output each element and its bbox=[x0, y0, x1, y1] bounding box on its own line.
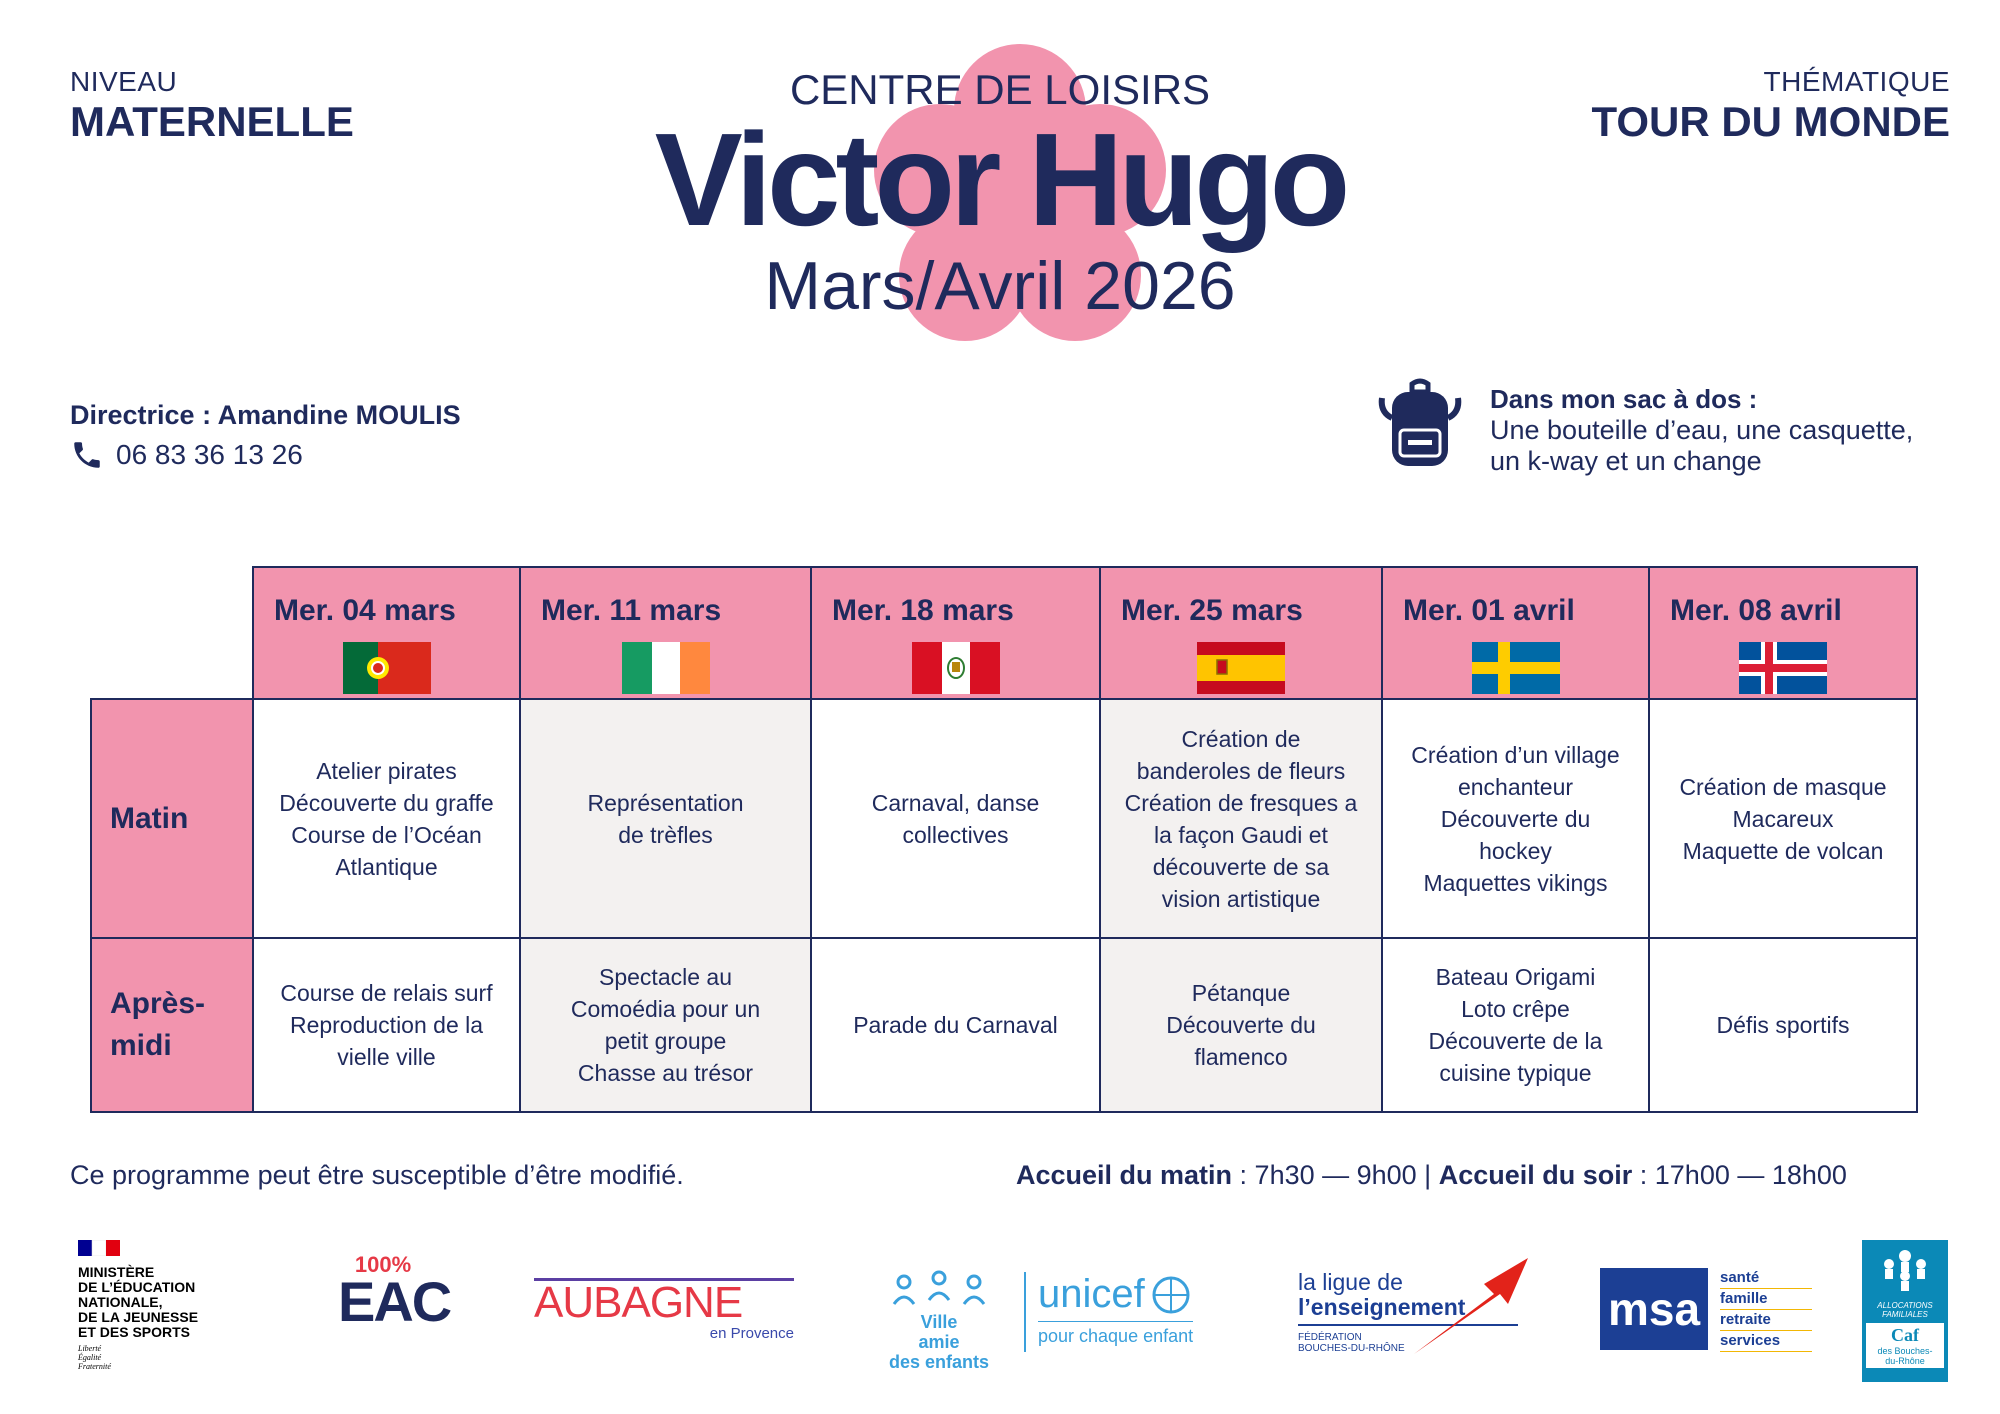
unicef-globe-icon bbox=[1151, 1275, 1191, 1315]
row-label-morning: Matin bbox=[91, 699, 253, 938]
table-corner bbox=[91, 567, 253, 699]
activity-text: Carnaval, danse collectives bbox=[871, 789, 1040, 848]
activity-cell bbox=[520, 938, 811, 1112]
evening-hours: : 17h00 — 18h00 bbox=[1632, 1160, 1847, 1190]
motto-text: Égalité bbox=[78, 1353, 102, 1362]
unicef-logo bbox=[1038, 1272, 1193, 1347]
ministere-text: DE LA JEUNESSE bbox=[78, 1309, 199, 1325]
day-header-5 bbox=[1382, 567, 1649, 699]
children-figures-icon bbox=[884, 1268, 994, 1308]
schedule-row-morning bbox=[91, 699, 1917, 938]
caf-family-icon bbox=[1875, 1246, 1935, 1296]
program-note: Ce programme peut être susceptible d’être modifié. bbox=[70, 1160, 684, 1190]
level-label: NIVEAU bbox=[70, 66, 178, 97]
activity-cell bbox=[1100, 938, 1382, 1112]
caf-text: FAMILIALES bbox=[1882, 1310, 1928, 1319]
msa-item: services bbox=[1720, 1331, 1812, 1352]
activity-cell bbox=[253, 699, 520, 938]
msa-item: retraite bbox=[1720, 1310, 1812, 1331]
activity-text: Défis sportifs bbox=[1716, 1012, 1850, 1038]
bag-line-2: un k-way et un change bbox=[1490, 446, 1762, 476]
eac-top: 100% bbox=[354, 1252, 412, 1277]
msa-logo bbox=[1600, 1268, 1708, 1350]
marianne-flag-icon bbox=[78, 1240, 120, 1256]
aubagne-sub: en Provence bbox=[709, 1325, 794, 1342]
unicef-text: unicef bbox=[1038, 1272, 1145, 1316]
director-name: Directrice : Amandine MOULIS bbox=[70, 400, 461, 430]
activity-cell bbox=[1649, 938, 1917, 1112]
activity-text: Représentation de trèfles bbox=[587, 789, 744, 848]
theme-value: TOUR DU MONDE bbox=[1591, 98, 1950, 145]
center-subtitle: CENTRE DE LOISIRS bbox=[789, 66, 1211, 113]
evening-label: Accueil du soir bbox=[1438, 1160, 1633, 1190]
spain-flag-icon bbox=[1197, 642, 1285, 694]
day-header-6 bbox=[1649, 567, 1917, 699]
unicef-sub: pour chaque enfant bbox=[1038, 1321, 1193, 1347]
portugal-flag-icon bbox=[343, 642, 431, 694]
theme-label: THÉMATIQUE bbox=[1763, 66, 1950, 97]
activity-text: Course de relais surf Reproduction de la vielle ville bbox=[280, 980, 493, 1070]
caf-text: ALLOCATIONS bbox=[1877, 1301, 1933, 1310]
activity-text: Parade du Carnaval bbox=[853, 1012, 1058, 1038]
caf-text: des Bouches- bbox=[1877, 1346, 1933, 1356]
msa-item: famille bbox=[1720, 1289, 1812, 1310]
activity-cell bbox=[1382, 938, 1649, 1112]
phone-icon bbox=[70, 438, 104, 472]
bag-line-1: Une bouteille d’eau, une casquette, bbox=[1490, 415, 1914, 445]
aubagne-logo bbox=[534, 1278, 794, 1342]
activity-text: Atelier pirates Découverte du graffe Course de l’Océan Atlantique bbox=[279, 757, 494, 880]
aubagne-text: AUBAGNE bbox=[534, 1278, 794, 1325]
ministere-text: NATIONALE, bbox=[78, 1294, 163, 1310]
center-date: Mars/Avril 2026 bbox=[764, 248, 1236, 324]
motto-text: Liberté bbox=[78, 1344, 102, 1353]
caf-logo bbox=[1862, 1240, 1948, 1382]
activity-cell bbox=[1382, 699, 1649, 938]
activity-cell bbox=[1649, 699, 1917, 938]
day-header-4 bbox=[1100, 567, 1382, 699]
msa-items bbox=[1720, 1268, 1812, 1352]
day-label: Mer. 04 mars bbox=[274, 594, 456, 627]
ministere-text: DE L’ÉDUCATION bbox=[78, 1279, 196, 1295]
center-title: Victor Hugo bbox=[654, 106, 1346, 253]
activity-cell bbox=[811, 938, 1100, 1112]
day-label: Mer. 01 avril bbox=[1403, 594, 1575, 627]
ligue-text: BOUCHES-DU-RHÔNE bbox=[1298, 1343, 1405, 1354]
phone-number: 06 83 36 13 26 bbox=[116, 439, 303, 470]
phone-row bbox=[70, 438, 303, 472]
activity-cell bbox=[811, 699, 1100, 938]
activity-cell bbox=[253, 938, 520, 1112]
row-label-afternoon: Après- midi bbox=[91, 938, 253, 1112]
logo-divider bbox=[1024, 1272, 1026, 1352]
motto-text: Fraternité bbox=[78, 1362, 111, 1371]
day-label: Mer. 25 mars bbox=[1121, 594, 1303, 627]
day-label: Mer. 08 avril bbox=[1670, 594, 1842, 627]
caf-text: Caf bbox=[1891, 1325, 1919, 1345]
activity-text: Création de banderoles de fleurs Création de fresques a la façon Gaudi et découverte de sa vision artistique bbox=[1124, 725, 1358, 912]
ireland-flag-icon bbox=[622, 642, 710, 694]
schedule-row-afternoon bbox=[91, 938, 1917, 1112]
ligue-text: la ligue de bbox=[1298, 1269, 1403, 1295]
iceland-flag-icon bbox=[1739, 642, 1827, 694]
ministere-logo bbox=[78, 1240, 198, 1371]
level-block bbox=[70, 66, 354, 146]
ville-amie-logo bbox=[884, 1268, 994, 1372]
msa-text: msa bbox=[1607, 1283, 1701, 1335]
ville-amie-text: Ville bbox=[920, 1312, 958, 1332]
caf-text: du-Rhône bbox=[1885, 1356, 1925, 1366]
theme-block bbox=[1591, 66, 1950, 146]
morning-hours: : 7h30 — 9h00 | bbox=[1232, 1160, 1439, 1190]
ligue-text: FÉDÉRATION bbox=[1298, 1332, 1362, 1343]
day-header-3 bbox=[811, 567, 1100, 699]
ville-amie-text: amie bbox=[918, 1332, 960, 1352]
ministere-text: MINISTÈRE bbox=[78, 1264, 155, 1280]
eac-main: EAC bbox=[338, 1270, 451, 1333]
ligue-arrow-icon bbox=[1404, 1254, 1534, 1364]
msa-item: santé bbox=[1720, 1268, 1812, 1289]
day-header-1 bbox=[253, 567, 520, 699]
activity-cell bbox=[520, 699, 811, 938]
activity-text: Spectacle au Comoédia pour un petit groupe Chasse au trésor bbox=[570, 964, 761, 1086]
schedule-header-row bbox=[91, 567, 1917, 699]
bag-block bbox=[1490, 384, 1913, 477]
day-header-2 bbox=[520, 567, 811, 699]
activity-text: Pétanque Découverte du flamenco bbox=[1166, 980, 1316, 1070]
activity-text: Création de masque Macareux Maquette de volcan bbox=[1679, 773, 1887, 864]
bag-title: Dans mon sac à dos : bbox=[1490, 384, 1758, 414]
peru-flag-icon bbox=[912, 642, 1000, 694]
backpack-icon bbox=[1378, 378, 1462, 470]
eac-logo bbox=[338, 1252, 451, 1333]
schedule-table bbox=[90, 566, 1918, 1113]
opening-hours bbox=[1016, 1160, 1847, 1191]
day-label: Mer. 11 mars bbox=[541, 594, 722, 627]
activity-cell bbox=[1100, 699, 1382, 938]
ministere-text: ET DES SPORTS bbox=[78, 1324, 191, 1340]
ville-amie-text: des enfants bbox=[888, 1352, 990, 1372]
level-value: MATERNELLE bbox=[70, 98, 354, 145]
morning-label: Accueil du matin bbox=[1016, 1160, 1233, 1190]
ligue-text: l’enseignement bbox=[1298, 1294, 1466, 1320]
activity-text: Création d’un village enchanteur Découverte du hockey Maquettes vikings bbox=[1411, 741, 1620, 896]
sweden-flag-icon bbox=[1472, 642, 1560, 694]
activity-text: Bateau Origami Loto crêpe Découverte de la cuisine typique bbox=[1428, 964, 1603, 1086]
day-label: Mer. 18 mars bbox=[832, 594, 1014, 627]
